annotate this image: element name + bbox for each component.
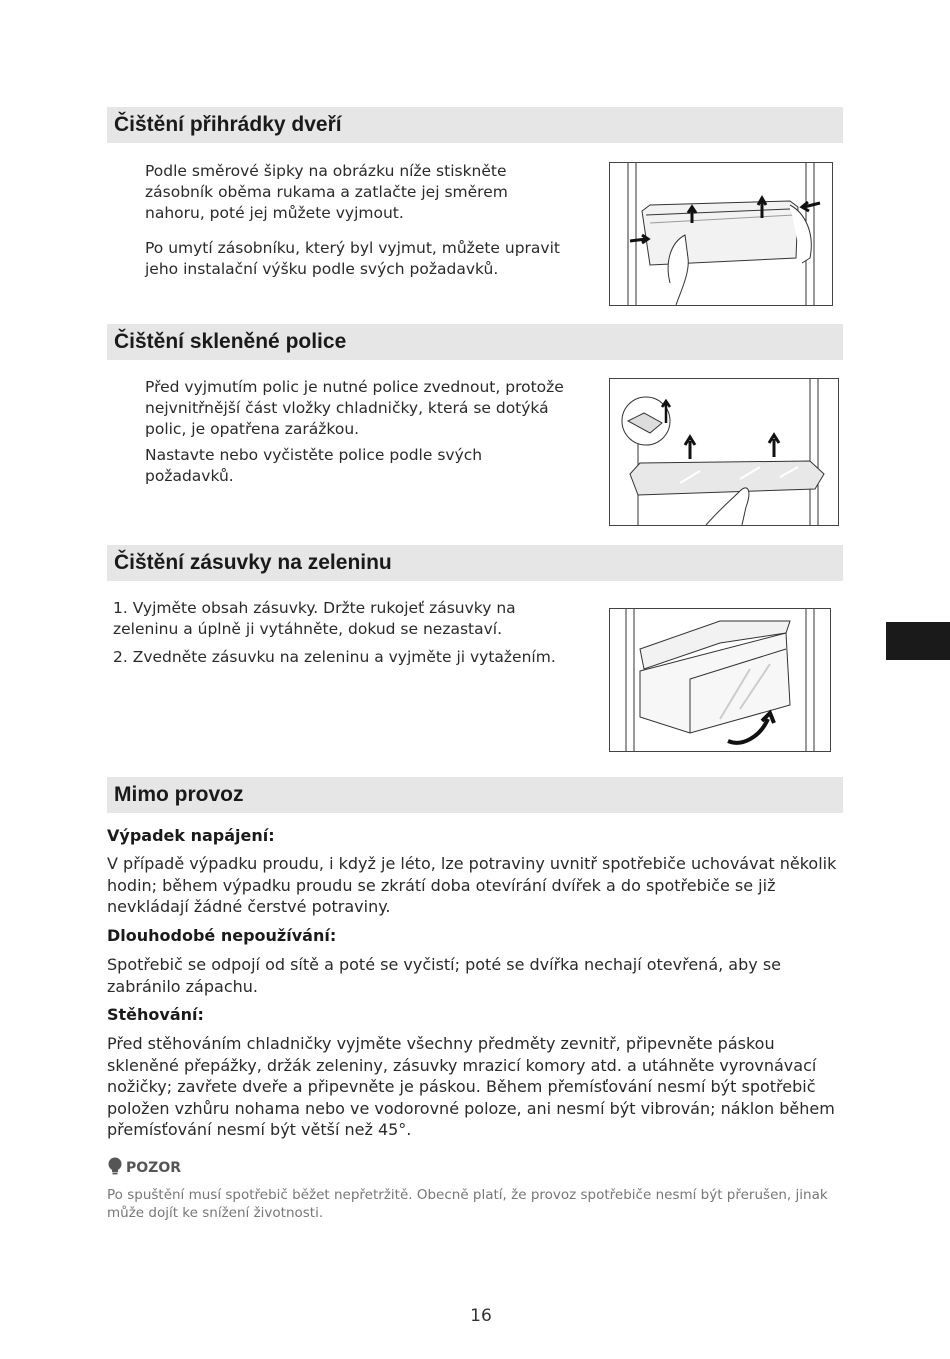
- long-term-nonuse-text: Spotřebič se odpojí od sítě a poté se vyčistí; poté se dvířka nechají otevřená, aby se zabránilo zápachu.: [107, 955, 781, 996]
- page-number: 16: [470, 1306, 492, 1326]
- section-title-glass-shelf: Čištění skleněné police: [107, 324, 843, 360]
- door-shelf-paragraph-1: Podle směrové šipky na obrázku níže stiskněte zásobník oběma rukama a zatlačte jej směrem nahoru, poté jej můžete vyjmout.: [145, 162, 508, 222]
- vegetable-drawer-step-1: 1. Vyjměte obsah zásuvky. Držte rukojeť zásuvky na zeleninu a úplně ji vytáhněte, dokud se nezastaví.: [113, 599, 516, 638]
- moving-text: Před stěhováním chladničky vyjměte všechny předměty zevnitř, připevněte páskou skleněné přepážky, držák zeleniny, zásuvky mrazicí komory atd. a utáhněte vyrovnávací nožičky; zavřete dveře a připevněte je páskou. Během přemísťování nesmí být spotřebič položen vzhůru nohama nebo ve vodorovné poloze, ani nesmí být vibrován; náklon během přemísťování nesmí být větší než 45°.: [107, 1034, 835, 1139]
- door-shelf-paragraph-2: Po umytí zásobníku, který byl vyjmut, můžete upravit jeho instalační výšku podle svých požadavků.: [145, 239, 560, 278]
- moving-heading: Stěhování:: [107, 1005, 204, 1024]
- vegetable-drawer-step-2: 2. Zvedněte zásuvku na zeleninu a vyjměte ji vytažením.: [113, 648, 556, 666]
- power-failure-heading: Výpadek napájení:: [107, 826, 275, 845]
- chapter-tab-marker: [886, 622, 950, 660]
- caution-label-row: [108, 1157, 181, 1179]
- glass-shelf-illustration: [609, 378, 839, 526]
- caution-label: POZOR: [126, 1160, 181, 1176]
- section-title-door-shelf: Čištění přihrádky dveří: [107, 107, 843, 143]
- lightbulb-icon: [108, 1157, 122, 1179]
- vegetable-drawer-illustration: [609, 608, 831, 752]
- glass-shelf-paragraph-2: Nastavte nebo vyčistěte police podle svých požadavků.: [145, 446, 483, 485]
- long-term-nonuse-heading: Dlouhodobé nepoužívání:: [107, 926, 337, 945]
- section-title-vegetable-drawer: Čištění zásuvky na zeleninu: [107, 545, 843, 581]
- section-title-out-of-operation: Mimo provoz: [107, 777, 843, 813]
- caution-text: Po spuštění musí spotřebič běžet nepřetržitě. Obecně platí, že provoz spotřebiče nesmí být přerušen, jinak může dojít ke snížení životnosti.: [107, 1187, 828, 1221]
- power-failure-text: V případě výpadku proudu, i když je léto, lze potraviny uvnitř spotřebiče uchovávat několik hodin; během výpadku proudu se zkrátí doba otevírání dvířek a do spotřebiče se již nevkládají žádné čerstvé potraviny.: [107, 854, 837, 916]
- glass-shelf-paragraph-1: Před vyjmutím polic je nutné police zvednout, protože nejvnitřnější část vložky chladničky, která se dotýká polic, je opatřena zarážkou.: [145, 378, 564, 438]
- door-shelf-illustration: [609, 162, 833, 306]
